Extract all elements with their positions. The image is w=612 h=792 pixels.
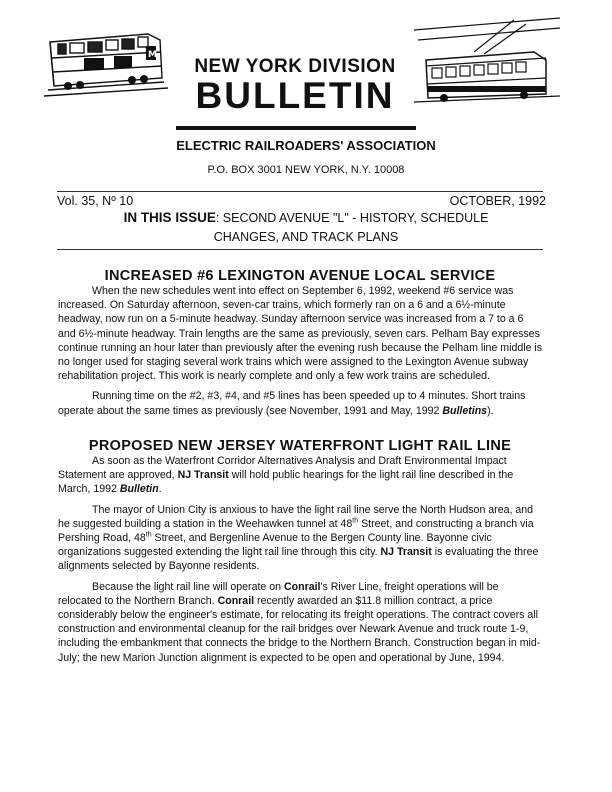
article1-body — [58, 284, 544, 424]
article2-p1-end: . — [158, 483, 162, 496]
article2-p3-bold1: Conrail — [283, 580, 321, 593]
bulletin-title: BULLETIN — [195, 75, 395, 116]
trolley-illustration — [414, 16, 560, 106]
article2-p2-text: The mayor of Union City is anxious to have the light rail line serve the North Hudson area, and he suggested building a station in the Weehawken tunnel at 48 — [58, 503, 534, 530]
article2-paragraph-2 — [58, 503, 544, 574]
article2-p2-end: is evaluating the three alignments selected by Bayonne residents. — [58, 546, 539, 573]
in-this-issue-label: IN THIS ISSUE — [123, 210, 216, 225]
article1-paragraph-1: When the new schedules went into effect on September 6, 1992, weekend #6 service was increased. On Saturday afternoon, seven-car trains, which formerly ran on a 6 and a 6½-minute headway, now run on a 5-minute headway. Sunday afternoon service was increased from a 7 to a 6 and 6½-minute headway. Train lengths are the same as previously, seven cars. Pelham Bay expresses continue running an hour later than previously after the evening rush because the Pelham line middle is no longer used for staging several work trains which were assigned to the Lexington Avenue subway rehabilitation project. This work is nearly complete and only a few work trains are scheduled. — [58, 285, 543, 383]
article2-p1-text2: will hold public hearings for the light rail line described in the March, 1992 — [58, 469, 514, 496]
article2-p1-bold: NJ Transit — [177, 469, 229, 482]
article2-paragraph-1 — [58, 454, 544, 497]
mailing-address: P.O. BOX 3001 NEW YORK, N.Y. 10008 — [207, 164, 405, 176]
article1-paragraph-2 — [58, 389, 544, 417]
subway-car-illustration — [44, 28, 168, 98]
article2-p2-sup2: th — [145, 531, 152, 539]
article2-headline: PROPOSED NEW JERSEY WATERFRONT LIGHT RAIL LINE — [88, 438, 512, 454]
article2-p2-text2: Street, and constructing a branch via Pershing Road, 48 — [58, 517, 534, 545]
article1-p2-italic: Bulletins — [442, 404, 488, 417]
car-route-sign: M — [148, 50, 157, 60]
in-this-issue-text: : SECOND AVENUE "L" - HISTORY, SCHEDULE CHANGES, AND TRACK PLANS — [213, 211, 489, 244]
article2-p2-bold: NJ Transit — [380, 546, 432, 559]
article2-p3-end: recently awarded an $11.8 million contract, a price considerably below the engineer's estimate, for relocating its freight operations. The contract covers all construction and environmental cleanup for the rail bridges over Newark Avenue and truck route 1-9, including the embankment that connects the bridge to the Northern Branch. Construction began in mid-July; the new Marion Junction alignment is expected to be open and operational by June, 1994. — [58, 594, 541, 664]
article2-p3-text: Because the light rail line will operate on — [92, 580, 284, 593]
article2-body — [58, 454, 544, 671]
association-name: ELECTRIC RAILROADERS' ASSOCIATION — [176, 138, 436, 153]
issue-date: OCTOBER, 1992 — [449, 194, 546, 208]
article2-paragraph-3 — [58, 580, 544, 665]
masthead-rule — [176, 126, 416, 130]
article2-p1-text: As soon as the Waterfront Corridor Alternatives Analysis and Draft Environmental Impact Statement are approved, — [58, 455, 507, 482]
article2-p2-text3: Street, and Bergenline Avenue to the Bergen County line. Bayonne civic organizations suggested extending the light rail line through this city. — [58, 532, 492, 559]
article2-p2-sup1: th — [352, 517, 359, 525]
article2-p3-text2: 's River Line, freight operations will be relocated to the Northern Branch. — [58, 580, 499, 607]
article1-p2-text: Running time on the #2, #3, #4, and #5 lines has been speeded up to 4 minutes. Short trains operate about the same times as previously (see November, 1991 and May, 1992 — [58, 390, 526, 417]
article1-p2-end: ). — [487, 404, 494, 417]
division-title: NEW YORK DIVISION — [194, 56, 396, 77]
in-this-issue — [120, 208, 492, 247]
volume-number: Vol. 35, Nº 10 — [57, 194, 134, 208]
article1-headline: INCREASED #6 LEXINGTON AVENUE LOCAL SERVICE — [104, 268, 496, 284]
top-divider — [57, 191, 543, 192]
article2-p1-italic: Bulletin — [119, 483, 159, 496]
article2-p3-bold2: Conrail — [217, 594, 255, 607]
issue-divider — [57, 249, 543, 250]
